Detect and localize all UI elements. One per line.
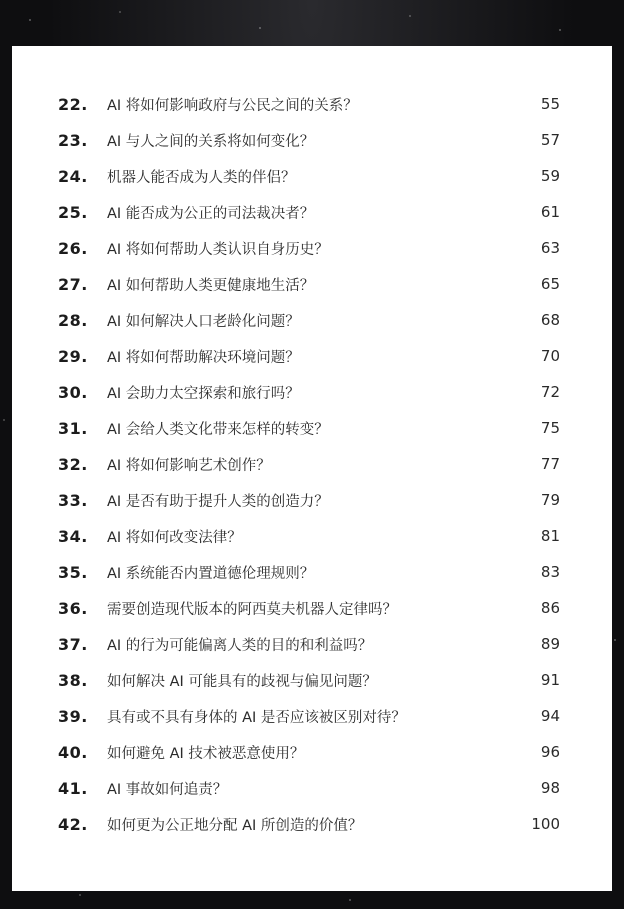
toc-entry[interactable] (12, 626, 612, 662)
entry-page: 100 (531, 815, 560, 833)
toc-entry[interactable] (12, 86, 612, 122)
entry-title: AI 将如何帮助解决环境问题？ (107, 349, 300, 366)
entry-title: AI 如何解决人口老龄化问题？ (107, 313, 300, 330)
entry-page: 55 (540, 95, 560, 113)
entry-page: 63 (540, 239, 560, 257)
entry-number: 26. (58, 238, 88, 258)
entry-number: 40. (58, 742, 88, 762)
entry-page: 61 (540, 203, 560, 221)
toc-entry[interactable] (12, 302, 612, 338)
entry-page: 98 (540, 779, 560, 797)
toc-entry[interactable] (12, 554, 612, 590)
table-of-contents (12, 86, 612, 842)
entry-number: 33. (58, 490, 88, 510)
entry-page: 70 (540, 347, 560, 365)
entry-number: 42. (58, 814, 88, 834)
entry-title: AI 将如何帮助人类认识自身历史？ (107, 241, 329, 258)
entry-title: 如何避免 AI 技术被恶意使用？ (107, 745, 305, 762)
toc-entry[interactable] (12, 158, 612, 194)
entry-number: 30. (58, 382, 88, 402)
entry-page: 68 (540, 311, 560, 329)
entry-title: AI 如何帮助人类更健康地生活？ (107, 277, 315, 294)
toc-entry[interactable] (12, 770, 612, 806)
entry-title: AI 与人之间的关系将如何变化？ (107, 133, 315, 150)
entry-title: AI 将如何影响政府与公民之间的关系？ (107, 97, 358, 114)
entry-number: 25. (58, 202, 88, 222)
entry-page: 79 (540, 491, 560, 509)
toc-entry[interactable] (12, 338, 612, 374)
entry-title: 需要创造现代版本的阿西莫夫机器人定律吗？ (107, 601, 397, 618)
entry-title: AI 的行为可能偏离人类的目的和利益吗？ (107, 637, 373, 654)
entry-number: 34. (58, 526, 88, 546)
toc-entry[interactable] (12, 446, 612, 482)
entry-number: 37. (58, 634, 88, 654)
entry-page: 65 (540, 275, 560, 293)
entry-page: 59 (540, 167, 560, 185)
entry-page: 77 (540, 455, 560, 473)
entry-number: 22. (58, 94, 88, 114)
toc-entry[interactable] (12, 734, 612, 770)
toc-entry[interactable] (12, 266, 612, 302)
toc-entry[interactable] (12, 122, 612, 158)
entry-number: 36. (58, 598, 88, 618)
entry-page: 91 (540, 671, 560, 689)
entry-number: 23. (58, 130, 88, 150)
toc-page (12, 46, 612, 891)
entry-page: 94 (540, 707, 560, 725)
entry-title: 具有或不具有身体的 AI 是否应该被区别对待？ (107, 709, 406, 726)
toc-entry[interactable] (12, 518, 612, 554)
toc-entry[interactable] (12, 698, 612, 734)
entry-title: AI 事故如何追责？ (107, 781, 228, 798)
toc-entry[interactable] (12, 590, 612, 626)
entry-title: AI 系统能否内置道德伦理规则？ (107, 565, 315, 582)
entry-number: 32. (58, 454, 88, 474)
toc-entry[interactable] (12, 806, 612, 842)
entry-page: 96 (540, 743, 560, 761)
entry-number: 27. (58, 274, 88, 294)
entry-number: 38. (58, 670, 88, 690)
entry-title: AI 将如何改变法律？ (107, 529, 242, 546)
entry-title: 机器人能否成为人类的伴侣？ (107, 169, 296, 186)
entry-page: 57 (540, 131, 560, 149)
entry-title: 如何解决 AI 可能具有的歧视与偏见问题？ (107, 673, 377, 690)
entry-title: AI 会给人类文化带来怎样的转变？ (107, 421, 329, 438)
entry-title: AI 是否有助于提升人类的创造力？ (107, 493, 329, 510)
entry-title: AI 能否成为公正的司法裁决者？ (107, 205, 315, 222)
entry-number: 29. (58, 346, 88, 366)
entry-number: 24. (58, 166, 88, 186)
entry-page: 81 (540, 527, 560, 545)
entry-number: 39. (58, 706, 88, 726)
entry-page: 89 (540, 635, 560, 653)
entry-page: 86 (540, 599, 560, 617)
toc-entry[interactable] (12, 410, 612, 446)
entry-title: 如何更为公正地分配 AI 所创造的价值？ (107, 817, 363, 834)
entry-number: 28. (58, 310, 88, 330)
entry-title: AI 会助力太空探索和旅行吗？ (107, 385, 300, 402)
entry-number: 41. (58, 778, 88, 798)
toc-entry[interactable] (12, 194, 612, 230)
toc-entry[interactable] (12, 374, 612, 410)
toc-entry[interactable] (12, 482, 612, 518)
entry-page: 83 (540, 563, 560, 581)
entry-number: 35. (58, 562, 88, 582)
toc-entry[interactable] (12, 662, 612, 698)
entry-page: 75 (540, 419, 560, 437)
entry-page: 72 (540, 383, 560, 401)
entry-title: AI 将如何影响艺术创作？ (107, 457, 271, 474)
entry-number: 31. (58, 418, 88, 438)
toc-entry[interactable] (12, 230, 612, 266)
